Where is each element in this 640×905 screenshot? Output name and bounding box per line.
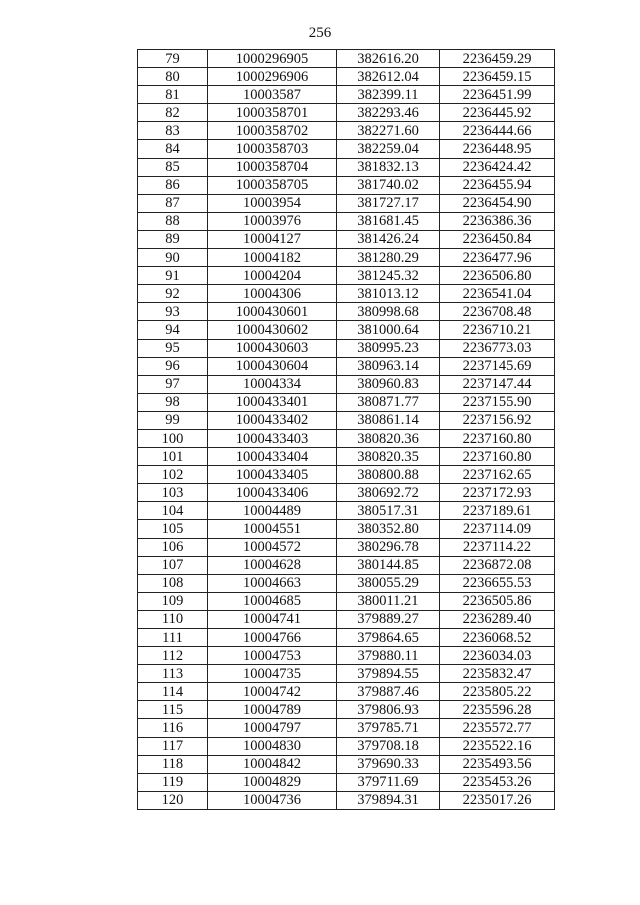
row-number-cell: 79	[138, 50, 208, 68]
row-number-cell: 97	[138, 375, 208, 393]
point-id-cell: 10004628	[208, 556, 337, 574]
row-number-cell: 94	[138, 321, 208, 339]
row-number-cell: 92	[138, 285, 208, 303]
row-number-cell: 85	[138, 158, 208, 176]
y-coordinate-cell: 2236773.03	[440, 339, 555, 357]
point-id-cell: 10004736	[208, 791, 337, 809]
row-number-cell: 80	[138, 68, 208, 86]
y-coordinate-cell: 2237172.93	[440, 484, 555, 502]
point-id-cell: 10004334	[208, 375, 337, 393]
y-coordinate-cell: 2235493.56	[440, 755, 555, 773]
row-number-cell: 86	[138, 176, 208, 194]
point-id-cell: 1000296906	[208, 68, 337, 86]
point-id-cell: 10004489	[208, 502, 337, 520]
x-coordinate-cell: 380800.88	[337, 466, 440, 484]
table-row	[138, 122, 555, 140]
x-coordinate-cell: 382616.20	[337, 50, 440, 68]
x-coordinate-cell: 380861.14	[337, 411, 440, 429]
point-id-cell: 10004797	[208, 719, 337, 737]
x-coordinate-cell: 379690.33	[337, 755, 440, 773]
row-number-cell: 83	[138, 122, 208, 140]
table-row	[138, 556, 555, 574]
row-number-cell: 81	[138, 86, 208, 104]
point-id-cell: 1000358705	[208, 176, 337, 194]
row-number-cell: 84	[138, 140, 208, 158]
y-coordinate-cell: 2237160.80	[440, 429, 555, 447]
y-coordinate-cell: 2236068.52	[440, 629, 555, 647]
point-id-cell: 1000430603	[208, 339, 337, 357]
table-row	[138, 610, 555, 628]
point-id-cell: 1000430602	[208, 321, 337, 339]
table-row	[138, 466, 555, 484]
point-id-cell: 10004182	[208, 249, 337, 267]
y-coordinate-cell: 2237162.65	[440, 466, 555, 484]
y-coordinate-cell: 2236444.66	[440, 122, 555, 140]
point-id-cell: 10004789	[208, 701, 337, 719]
table-row	[138, 285, 555, 303]
table-row	[138, 629, 555, 647]
row-number-cell: 96	[138, 357, 208, 375]
point-id-cell: 10003587	[208, 86, 337, 104]
row-number-cell: 98	[138, 393, 208, 411]
row-number-cell: 106	[138, 538, 208, 556]
table-row	[138, 538, 555, 556]
point-id-cell: 1000358701	[208, 104, 337, 122]
table-row	[138, 68, 555, 86]
y-coordinate-cell: 2236450.84	[440, 230, 555, 248]
x-coordinate-cell: 382259.04	[337, 140, 440, 158]
table-row	[138, 448, 555, 466]
y-coordinate-cell: 2236455.94	[440, 176, 555, 194]
table-body	[138, 50, 555, 810]
point-id-cell: 10004551	[208, 520, 337, 538]
table-row	[138, 176, 555, 194]
row-number-cell: 89	[138, 230, 208, 248]
y-coordinate-cell: 2236872.08	[440, 556, 555, 574]
x-coordinate-cell: 380820.35	[337, 448, 440, 466]
x-coordinate-cell: 380296.78	[337, 538, 440, 556]
point-id-cell: 10003976	[208, 212, 337, 230]
table-row	[138, 321, 555, 339]
point-id-cell: 1000433406	[208, 484, 337, 502]
x-coordinate-cell: 381013.12	[337, 285, 440, 303]
point-id-cell: 1000433402	[208, 411, 337, 429]
x-coordinate-cell: 380960.83	[337, 375, 440, 393]
table-row	[138, 140, 555, 158]
y-coordinate-cell: 2236445.92	[440, 104, 555, 122]
row-number-cell: 93	[138, 303, 208, 321]
point-id-cell: 10004735	[208, 665, 337, 683]
coordinates-table	[137, 49, 555, 810]
point-id-cell: 1000358702	[208, 122, 337, 140]
y-coordinate-cell: 2235017.26	[440, 791, 555, 809]
y-coordinate-cell: 2236289.40	[440, 610, 555, 628]
row-number-cell: 91	[138, 267, 208, 285]
point-id-cell: 10004685	[208, 592, 337, 610]
table-row	[138, 357, 555, 375]
x-coordinate-cell: 379889.27	[337, 610, 440, 628]
row-number-cell: 87	[138, 194, 208, 212]
table-row	[138, 665, 555, 683]
row-number-cell: 114	[138, 683, 208, 701]
table-row	[138, 647, 555, 665]
point-id-cell: 10004829	[208, 773, 337, 791]
x-coordinate-cell: 379864.65	[337, 629, 440, 647]
row-number-cell: 103	[138, 484, 208, 502]
table-row	[138, 339, 555, 357]
table-row	[138, 375, 555, 393]
y-coordinate-cell: 2236459.15	[440, 68, 555, 86]
point-id-cell: 1000296905	[208, 50, 337, 68]
table-row	[138, 303, 555, 321]
y-coordinate-cell: 2235805.22	[440, 683, 555, 701]
x-coordinate-cell: 382399.11	[337, 86, 440, 104]
x-coordinate-cell: 382293.46	[337, 104, 440, 122]
y-coordinate-cell: 2235522.16	[440, 737, 555, 755]
y-coordinate-cell: 2237145.69	[440, 357, 555, 375]
table-row	[138, 212, 555, 230]
y-coordinate-cell: 2235596.28	[440, 701, 555, 719]
row-number-cell: 105	[138, 520, 208, 538]
table-row	[138, 411, 555, 429]
table-row	[138, 755, 555, 773]
point-id-cell: 10004306	[208, 285, 337, 303]
x-coordinate-cell: 381280.29	[337, 249, 440, 267]
point-id-cell: 10004663	[208, 574, 337, 592]
x-coordinate-cell: 381245.32	[337, 267, 440, 285]
row-number-cell: 108	[138, 574, 208, 592]
point-id-cell: 10004842	[208, 755, 337, 773]
y-coordinate-cell: 2237155.90	[440, 393, 555, 411]
x-coordinate-cell: 381426.24	[337, 230, 440, 248]
x-coordinate-cell: 380011.21	[337, 592, 440, 610]
point-id-cell: 1000430601	[208, 303, 337, 321]
x-coordinate-cell: 380352.80	[337, 520, 440, 538]
row-number-cell: 109	[138, 592, 208, 610]
point-id-cell: 1000430604	[208, 357, 337, 375]
table-row	[138, 393, 555, 411]
table-row	[138, 249, 555, 267]
y-coordinate-cell: 2236424.42	[440, 158, 555, 176]
y-coordinate-cell: 2237147.44	[440, 375, 555, 393]
y-coordinate-cell: 2237189.61	[440, 502, 555, 520]
point-id-cell: 10004572	[208, 538, 337, 556]
y-coordinate-cell: 2236448.95	[440, 140, 555, 158]
row-number-cell: 110	[138, 610, 208, 628]
page-number: 256	[308, 25, 332, 41]
x-coordinate-cell: 379711.69	[337, 773, 440, 791]
y-coordinate-cell: 2236034.03	[440, 647, 555, 665]
y-coordinate-cell: 2236451.99	[440, 86, 555, 104]
y-coordinate-cell: 2236459.29	[440, 50, 555, 68]
x-coordinate-cell: 381832.13	[337, 158, 440, 176]
point-id-cell: 1000358703	[208, 140, 337, 158]
x-coordinate-cell: 381727.17	[337, 194, 440, 212]
x-coordinate-cell: 382612.04	[337, 68, 440, 86]
x-coordinate-cell: 381681.45	[337, 212, 440, 230]
y-coordinate-cell: 2235453.26	[440, 773, 555, 791]
row-number-cell: 118	[138, 755, 208, 773]
x-coordinate-cell: 380871.77	[337, 393, 440, 411]
x-coordinate-cell: 379708.18	[337, 737, 440, 755]
x-coordinate-cell: 379785.71	[337, 719, 440, 737]
y-coordinate-cell: 2237156.92	[440, 411, 555, 429]
point-id-cell: 1000433401	[208, 393, 337, 411]
x-coordinate-cell: 380517.31	[337, 502, 440, 520]
point-id-cell: 10004127	[208, 230, 337, 248]
x-coordinate-cell: 379880.11	[337, 647, 440, 665]
y-coordinate-cell: 2237160.80	[440, 448, 555, 466]
table-row	[138, 502, 555, 520]
x-coordinate-cell: 379806.93	[337, 701, 440, 719]
x-coordinate-cell: 381000.64	[337, 321, 440, 339]
row-number-cell: 82	[138, 104, 208, 122]
table-row	[138, 773, 555, 791]
y-coordinate-cell: 2236506.80	[440, 267, 555, 285]
point-id-cell: 1000433405	[208, 466, 337, 484]
row-number-cell: 99	[138, 411, 208, 429]
point-id-cell: 1000358704	[208, 158, 337, 176]
y-coordinate-cell: 2236477.96	[440, 249, 555, 267]
point-id-cell: 1000433403	[208, 429, 337, 447]
table-row	[138, 737, 555, 755]
y-coordinate-cell: 2235832.47	[440, 665, 555, 683]
point-id-cell: 10004741	[208, 610, 337, 628]
row-number-cell: 100	[138, 429, 208, 447]
y-coordinate-cell: 2236454.90	[440, 194, 555, 212]
point-id-cell: 10003954	[208, 194, 337, 212]
table-row	[138, 50, 555, 68]
row-number-cell: 101	[138, 448, 208, 466]
point-id-cell: 10004753	[208, 647, 337, 665]
row-number-cell: 120	[138, 791, 208, 809]
y-coordinate-cell: 2236710.21	[440, 321, 555, 339]
row-number-cell: 115	[138, 701, 208, 719]
row-number-cell: 113	[138, 665, 208, 683]
row-number-cell: 104	[138, 502, 208, 520]
y-coordinate-cell: 2236541.04	[440, 285, 555, 303]
x-coordinate-cell: 380692.72	[337, 484, 440, 502]
table-row	[138, 86, 555, 104]
x-coordinate-cell: 382271.60	[337, 122, 440, 140]
x-coordinate-cell: 380820.36	[337, 429, 440, 447]
table-row	[138, 683, 555, 701]
table-row	[138, 592, 555, 610]
x-coordinate-cell: 380995.23	[337, 339, 440, 357]
y-coordinate-cell: 2237114.09	[440, 520, 555, 538]
y-coordinate-cell: 2236386.36	[440, 212, 555, 230]
y-coordinate-cell: 2236708.48	[440, 303, 555, 321]
x-coordinate-cell: 380998.68	[337, 303, 440, 321]
table-row	[138, 701, 555, 719]
table-row	[138, 194, 555, 212]
x-coordinate-cell: 381740.02	[337, 176, 440, 194]
x-coordinate-cell: 379887.46	[337, 683, 440, 701]
point-id-cell: 10004766	[208, 629, 337, 647]
y-coordinate-cell: 2235572.77	[440, 719, 555, 737]
table-row	[138, 158, 555, 176]
row-number-cell: 88	[138, 212, 208, 230]
table-row	[138, 429, 555, 447]
row-number-cell: 111	[138, 629, 208, 647]
point-id-cell: 1000433404	[208, 448, 337, 466]
x-coordinate-cell: 380144.85	[337, 556, 440, 574]
table-row	[138, 484, 555, 502]
x-coordinate-cell: 380055.29	[337, 574, 440, 592]
y-coordinate-cell: 2237114.22	[440, 538, 555, 556]
row-number-cell: 90	[138, 249, 208, 267]
table-row	[138, 230, 555, 248]
y-coordinate-cell: 2236505.86	[440, 592, 555, 610]
row-number-cell: 116	[138, 719, 208, 737]
table-row	[138, 104, 555, 122]
table-row	[138, 574, 555, 592]
row-number-cell: 95	[138, 339, 208, 357]
row-number-cell: 112	[138, 647, 208, 665]
table-row	[138, 719, 555, 737]
y-coordinate-cell: 2236655.53	[440, 574, 555, 592]
row-number-cell: 107	[138, 556, 208, 574]
row-number-cell: 102	[138, 466, 208, 484]
table-row	[138, 520, 555, 538]
point-id-cell: 10004742	[208, 683, 337, 701]
x-coordinate-cell: 379894.55	[337, 665, 440, 683]
x-coordinate-cell: 379894.31	[337, 791, 440, 809]
table-row	[138, 267, 555, 285]
x-coordinate-cell: 380963.14	[337, 357, 440, 375]
point-id-cell: 10004204	[208, 267, 337, 285]
row-number-cell: 119	[138, 773, 208, 791]
point-id-cell: 10004830	[208, 737, 337, 755]
row-number-cell: 117	[138, 737, 208, 755]
table-row	[138, 791, 555, 809]
